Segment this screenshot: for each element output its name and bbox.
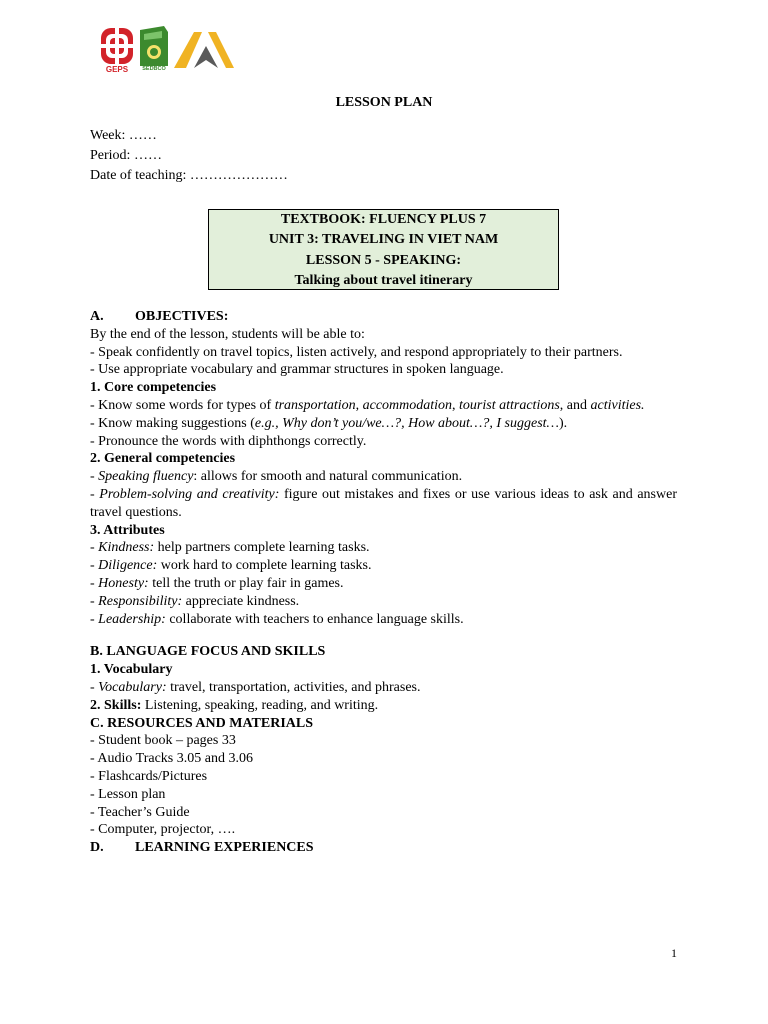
general-competencies-heading: 2. General competencies	[90, 451, 236, 467]
core-competencies-heading: 1. Core competencies	[90, 380, 217, 396]
attribute-item: - Responsibility: appreciate kindness.	[90, 593, 300, 609]
section-a-letter: A.	[90, 309, 104, 324]
skills-item: 2. Skills: Listening, speaking, reading, and writing.	[90, 697, 379, 713]
lesson-topic: Talking about travel itinerary	[294, 272, 473, 288]
resource-item: - Computer, projector, ….	[90, 822, 236, 838]
section-d-letter: D.	[90, 840, 104, 856]
general-competency-item: - Problem-solving and creativity: figure out mistakes and fixes or use various ideas to ask and answer travel questions.	[90, 486, 677, 520]
core-competency-item: - Know making suggestions (e.g., Why don’t you/we…?, How about…?, I suggest…).	[90, 415, 568, 431]
unit-title: UNIT 3: TRAVELING IN VIET NAM	[268, 232, 499, 248]
vocabulary-heading: 1. Vocabulary	[90, 662, 173, 678]
mountain-logo	[172, 26, 236, 74]
section-c-heading: C. RESOURCES AND MATERIALS	[90, 715, 314, 731]
header-logos	[98, 26, 236, 78]
vocabulary-item: - Vocabulary: travel, transportation, activities, and phrases.	[90, 679, 421, 695]
lesson-content	[90, 308, 677, 857]
section-d-heading	[90, 839, 677, 857]
resource-item: - Flashcards/Pictures	[90, 768, 208, 784]
resource-item: - Student book – pages 33	[90, 733, 236, 749]
attribute-item: - Honesty: tell the truth or play fair in games.	[90, 575, 344, 591]
objective-item: - Use appropriate vocabulary and grammar structures in spoken language.	[90, 362, 504, 378]
textbook-info-box	[208, 209, 559, 290]
resource-item: - Lesson plan	[90, 786, 166, 802]
section-a-heading	[90, 308, 677, 326]
section-b-heading: B. LANGUAGE FOCUS AND SKILLS	[90, 644, 326, 660]
geps-logo	[98, 26, 136, 78]
section-d-title: LEARNING EXPERIENCES	[135, 840, 314, 856]
objectives-intro: By the end of the lesson, students will be able to:	[90, 326, 365, 342]
sedbco-logo-text: SEDBCO	[142, 66, 166, 72]
week-field: Week: ……	[90, 128, 157, 143]
page-title: LESSON PLAN	[335, 95, 433, 110]
lesson-title: LESSON 5 - SPEAKING:	[305, 252, 462, 268]
core-competency-item: - Pronounce the words with diphthongs correctly.	[90, 433, 367, 449]
date-of-teaching-field: Date of teaching: …………………	[90, 168, 288, 183]
textbook-title: TEXTBOOK: FLUENCY PLUS 7	[280, 212, 487, 227]
period-field: Period: ……	[90, 148, 162, 163]
page-number: 1	[671, 946, 677, 960]
resource-item: - Teacher’s Guide	[90, 804, 190, 820]
general-competency-item: - Speaking fluency: allows for smooth and natural communication.	[90, 469, 463, 485]
geps-logo-text: GEPS	[105, 65, 129, 74]
lesson-meta	[90, 126, 288, 186]
core-competency-item: - Know some words for types of transportation, accommodation, tourist attractions, and activities.	[90, 397, 645, 413]
resource-item: - Audio Tracks 3.05 and 3.06	[90, 751, 253, 767]
objective-item: - Speak confidently on travel topics, listen actively, and respond appropriately to their partners.	[90, 344, 623, 360]
sedbco-logo	[138, 26, 170, 78]
section-a-title: OBJECTIVES:	[135, 309, 229, 324]
attribute-item: - Leadership: collaborate with teachers to enhance language skills.	[90, 611, 464, 627]
attribute-item: - Kindness: help partners complete learning tasks.	[90, 540, 370, 556]
attributes-heading: 3. Attributes	[90, 522, 165, 538]
attribute-item: - Diligence: work hard to complete learning tasks.	[90, 558, 372, 574]
